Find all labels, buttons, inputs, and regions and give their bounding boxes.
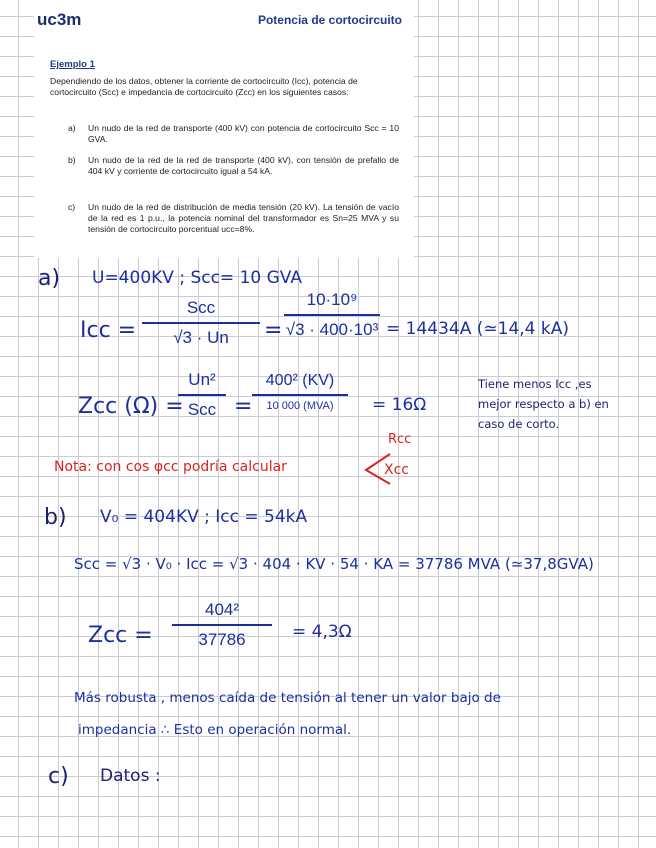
scc-calculation: Scc = √3 · V₀ · Icc = √3 · 404 · KV · 54 · KA = 37786 MVA (≃37,8GVA) bbox=[74, 555, 594, 573]
part-b-given: V₀ = 404KV ; Icc = 54kA bbox=[100, 507, 308, 527]
zcc-fraction-formula bbox=[178, 370, 226, 420]
zcc-b-denominator: 37786 bbox=[198, 630, 246, 649]
xcc-label: Xcc bbox=[384, 462, 409, 478]
side-note-line: Tiene menos Icc ,es bbox=[478, 377, 592, 391]
zcc-b-numerator: 404² bbox=[204, 600, 240, 619]
icc-lhs: Icc = bbox=[80, 318, 137, 343]
rcc-label: Rcc bbox=[388, 432, 412, 447]
zcc-fraction-values bbox=[252, 372, 348, 412]
example-heading: Ejemplo 1 bbox=[50, 59, 95, 70]
icc-denominator-values: √3 · 400·10³ bbox=[285, 320, 379, 339]
item-text: Un nudo de la red de transporte (400 kV) con potencia de cortocircuito Scc = 10 GVA. bbox=[88, 123, 399, 144]
icc-numerator-values: 10·10⁹ bbox=[306, 290, 358, 309]
part-b-label: b) bbox=[44, 505, 67, 530]
comment-line: impedancia ∴ Esto en operación normal. bbox=[78, 722, 352, 738]
side-note-line: caso de corto. bbox=[478, 417, 560, 431]
exercise-document bbox=[34, 0, 414, 258]
zcc-numerator: Un² bbox=[188, 370, 216, 389]
part-a-given: U=400KV ; Scc= 10 GVA bbox=[92, 268, 302, 288]
side-note-line: mejor respecto a b) en bbox=[478, 397, 609, 411]
part-a-label: a) bbox=[38, 266, 61, 291]
comment-line: Más robusta , menos caída de tensión al tener un valor bajo de bbox=[74, 690, 501, 706]
zcc-numerator-values: 400² (KV) bbox=[265, 372, 335, 389]
part-c-label: c) bbox=[48, 764, 69, 789]
zcc-b-fraction bbox=[172, 600, 272, 650]
zcc-denominator-values: 10 000 (MVA) bbox=[266, 400, 334, 412]
item-letter: b) bbox=[68, 155, 76, 165]
icc-numerator: Scc bbox=[186, 298, 216, 317]
zcc-result: = 16Ω bbox=[372, 395, 427, 415]
item-letter: c) bbox=[68, 202, 76, 212]
zcc-denominator: Scc bbox=[187, 400, 217, 419]
zcc-equals: = bbox=[234, 394, 253, 419]
zcc-lhs: Zcc (Ω) = bbox=[78, 394, 184, 419]
part-c-text: Datos : bbox=[100, 766, 161, 786]
nota-text: Nota: con cos φcc podría calcular bbox=[54, 459, 287, 475]
zcc-b-result: = 4,3Ω bbox=[292, 622, 352, 642]
item-text: Un nudo de la red de distribución de media tensión (20 kV). La tensión de vacío de la red es 1 p.u., la potencia nominal del transformador es Sn=25 MVA y su tensión de cortocircuito porcentual ucc=8%. bbox=[88, 202, 399, 234]
document-title: Potencia de cortocircuito bbox=[257, 13, 402, 27]
item-letter: a) bbox=[68, 123, 76, 133]
icc-denominator: √3 · Un bbox=[173, 328, 229, 347]
icc-fraction-formula bbox=[142, 298, 260, 348]
uc3m-logo: uc3m bbox=[37, 10, 82, 29]
example-intro: Dependiendo de los datos, obtener la corriente de cortocircuito (Icc), potencia de cortocircuito (Scc) e impedancia de cortocircuito (Zcc) en los siguientes casos: bbox=[50, 76, 358, 97]
side-note bbox=[478, 374, 609, 434]
icc-equals: = bbox=[264, 318, 283, 343]
zcc-b-lhs: Zcc = bbox=[88, 623, 153, 648]
icc-result: = 14434A (≃14,4 kA) bbox=[386, 319, 569, 339]
item-text: Un nudo de la red de la red de transporte (400 kV), con tensión de prefallo de 404 kV y corriente de cortocircuito igual a 54 kA. bbox=[88, 155, 399, 176]
icc-fraction-values bbox=[284, 290, 380, 340]
